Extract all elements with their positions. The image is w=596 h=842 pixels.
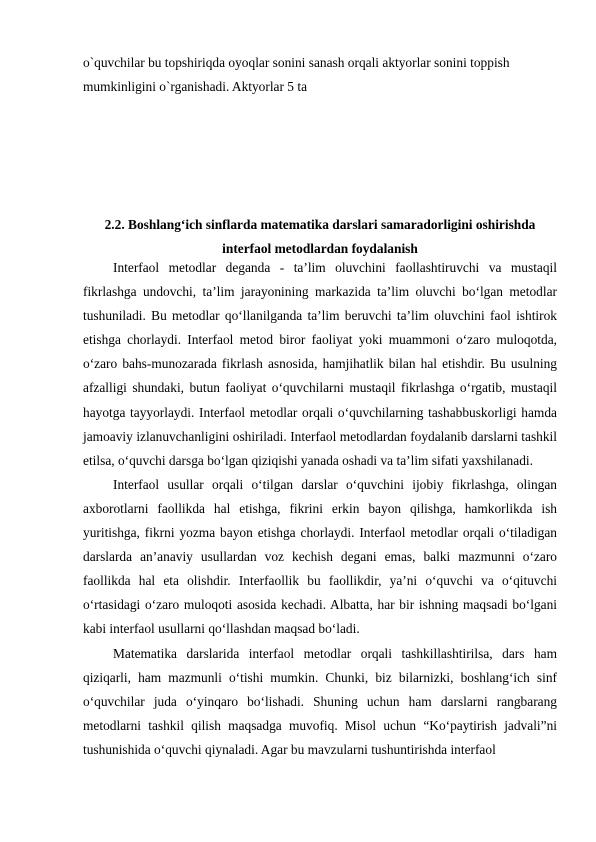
intro-line-2: mumkinligini o`rganishadi. Aktyorlar 5 ta — [83, 79, 308, 94]
section-title-line-2: interfaol metodlardan foydalanish — [222, 241, 418, 256]
paragraph-1: Interfaol metodlar deganda - ta’lim oluvchini faollashtiruvchi va mustaqil fikrlashga undovchi, ta’lim jarayonining markazida ta’lim oluvchi bo‘lgan metodlar tushuniladi. Bu metodlar qo‘llanilganda ta’lim beruvchi ta’lim oluvchini faol ishtirok etishga chorlaydi. Interfaol metod biror faoliyat yoki muammoni o‘zaro muloqotda, o‘zaro bahs-munozarada fikrlash asnosida, hamjihatlik bilan hal etishdir. Bu usulning afzalligi shundaki, butun faoliyat o‘quvchilarni mustaqil fikrlashga o‘rgatib, mustaqil hayotga tayyorlaydi. Interfaol metodlar orqali o‘quvchilarning tashabbuskorligi hamda jamoaviy izlanuvchanligini oshiriladi. Interfaol metodlardan foydalanib darslarni tashkil etilsa, o‘quvchi darsga bo‘lgan qiziqishi yanada oshadi va ta’lim sifati yaxshilanadi. — [83, 260, 557, 468]
intro-line-1: o`quvchilar bu topshiriqda oyoqlar sonini sanash orqali aktyorlar sonini toppish — [83, 55, 510, 70]
section-body — [83, 256, 557, 762]
section-title-line-1: 2.2. Boshlang‘ich sinflarda matematika darslari samaradorligini oshirishda — [104, 217, 536, 232]
paragraph-3: Matematika darslarida interfaol metodlar orqali tashkillashtirilsa, dars ham qiziqarli, ham mazmunli o‘tishi mumkin. Chunki, biz bilarnizki, boshlang‘ich sinf o‘quvchilar juda o‘yinqaro bo‘lishadi. Shuning uchun ham darslarni rangbarang metodlarni tashkil qilish maqsadga muvofiq. Misol uchun “Ko‘paytirish jadvali”ni tushunishida o‘quvchi qiynaladi. Agar bu mavzularni tushuntirishda interfaol — [83, 645, 557, 757]
intro-text — [83, 51, 563, 99]
paragraph-2: Interfaol usullar orqali o‘tilgan darslar o‘quvchini ijobiy fikrlashga, olingan axborotlarni faollikda hal etishga, fikrini erkin bayon qilishga, hamkorlikda ish yuritishga, fikrni yozma bayon etishga chorlaydi. Interfaol metodlar orqali o‘tiladigan darslarda an’anaviy usullardan voz kechish degani emas, balki mazmunni o‘zaro faollikda hal eta olishdir. Interfaollik bu faollikdir, ya’ni o‘quvchi va o‘qituvchi o‘rtasidagi o‘zaro muloqoti asosida kechadi. Albatta, har bir ishning maqsadi bo‘lgani kabi interfaol usullarni qo‘llashdan maqsad bo‘ladi. — [83, 476, 557, 637]
section-heading — [83, 213, 557, 261]
